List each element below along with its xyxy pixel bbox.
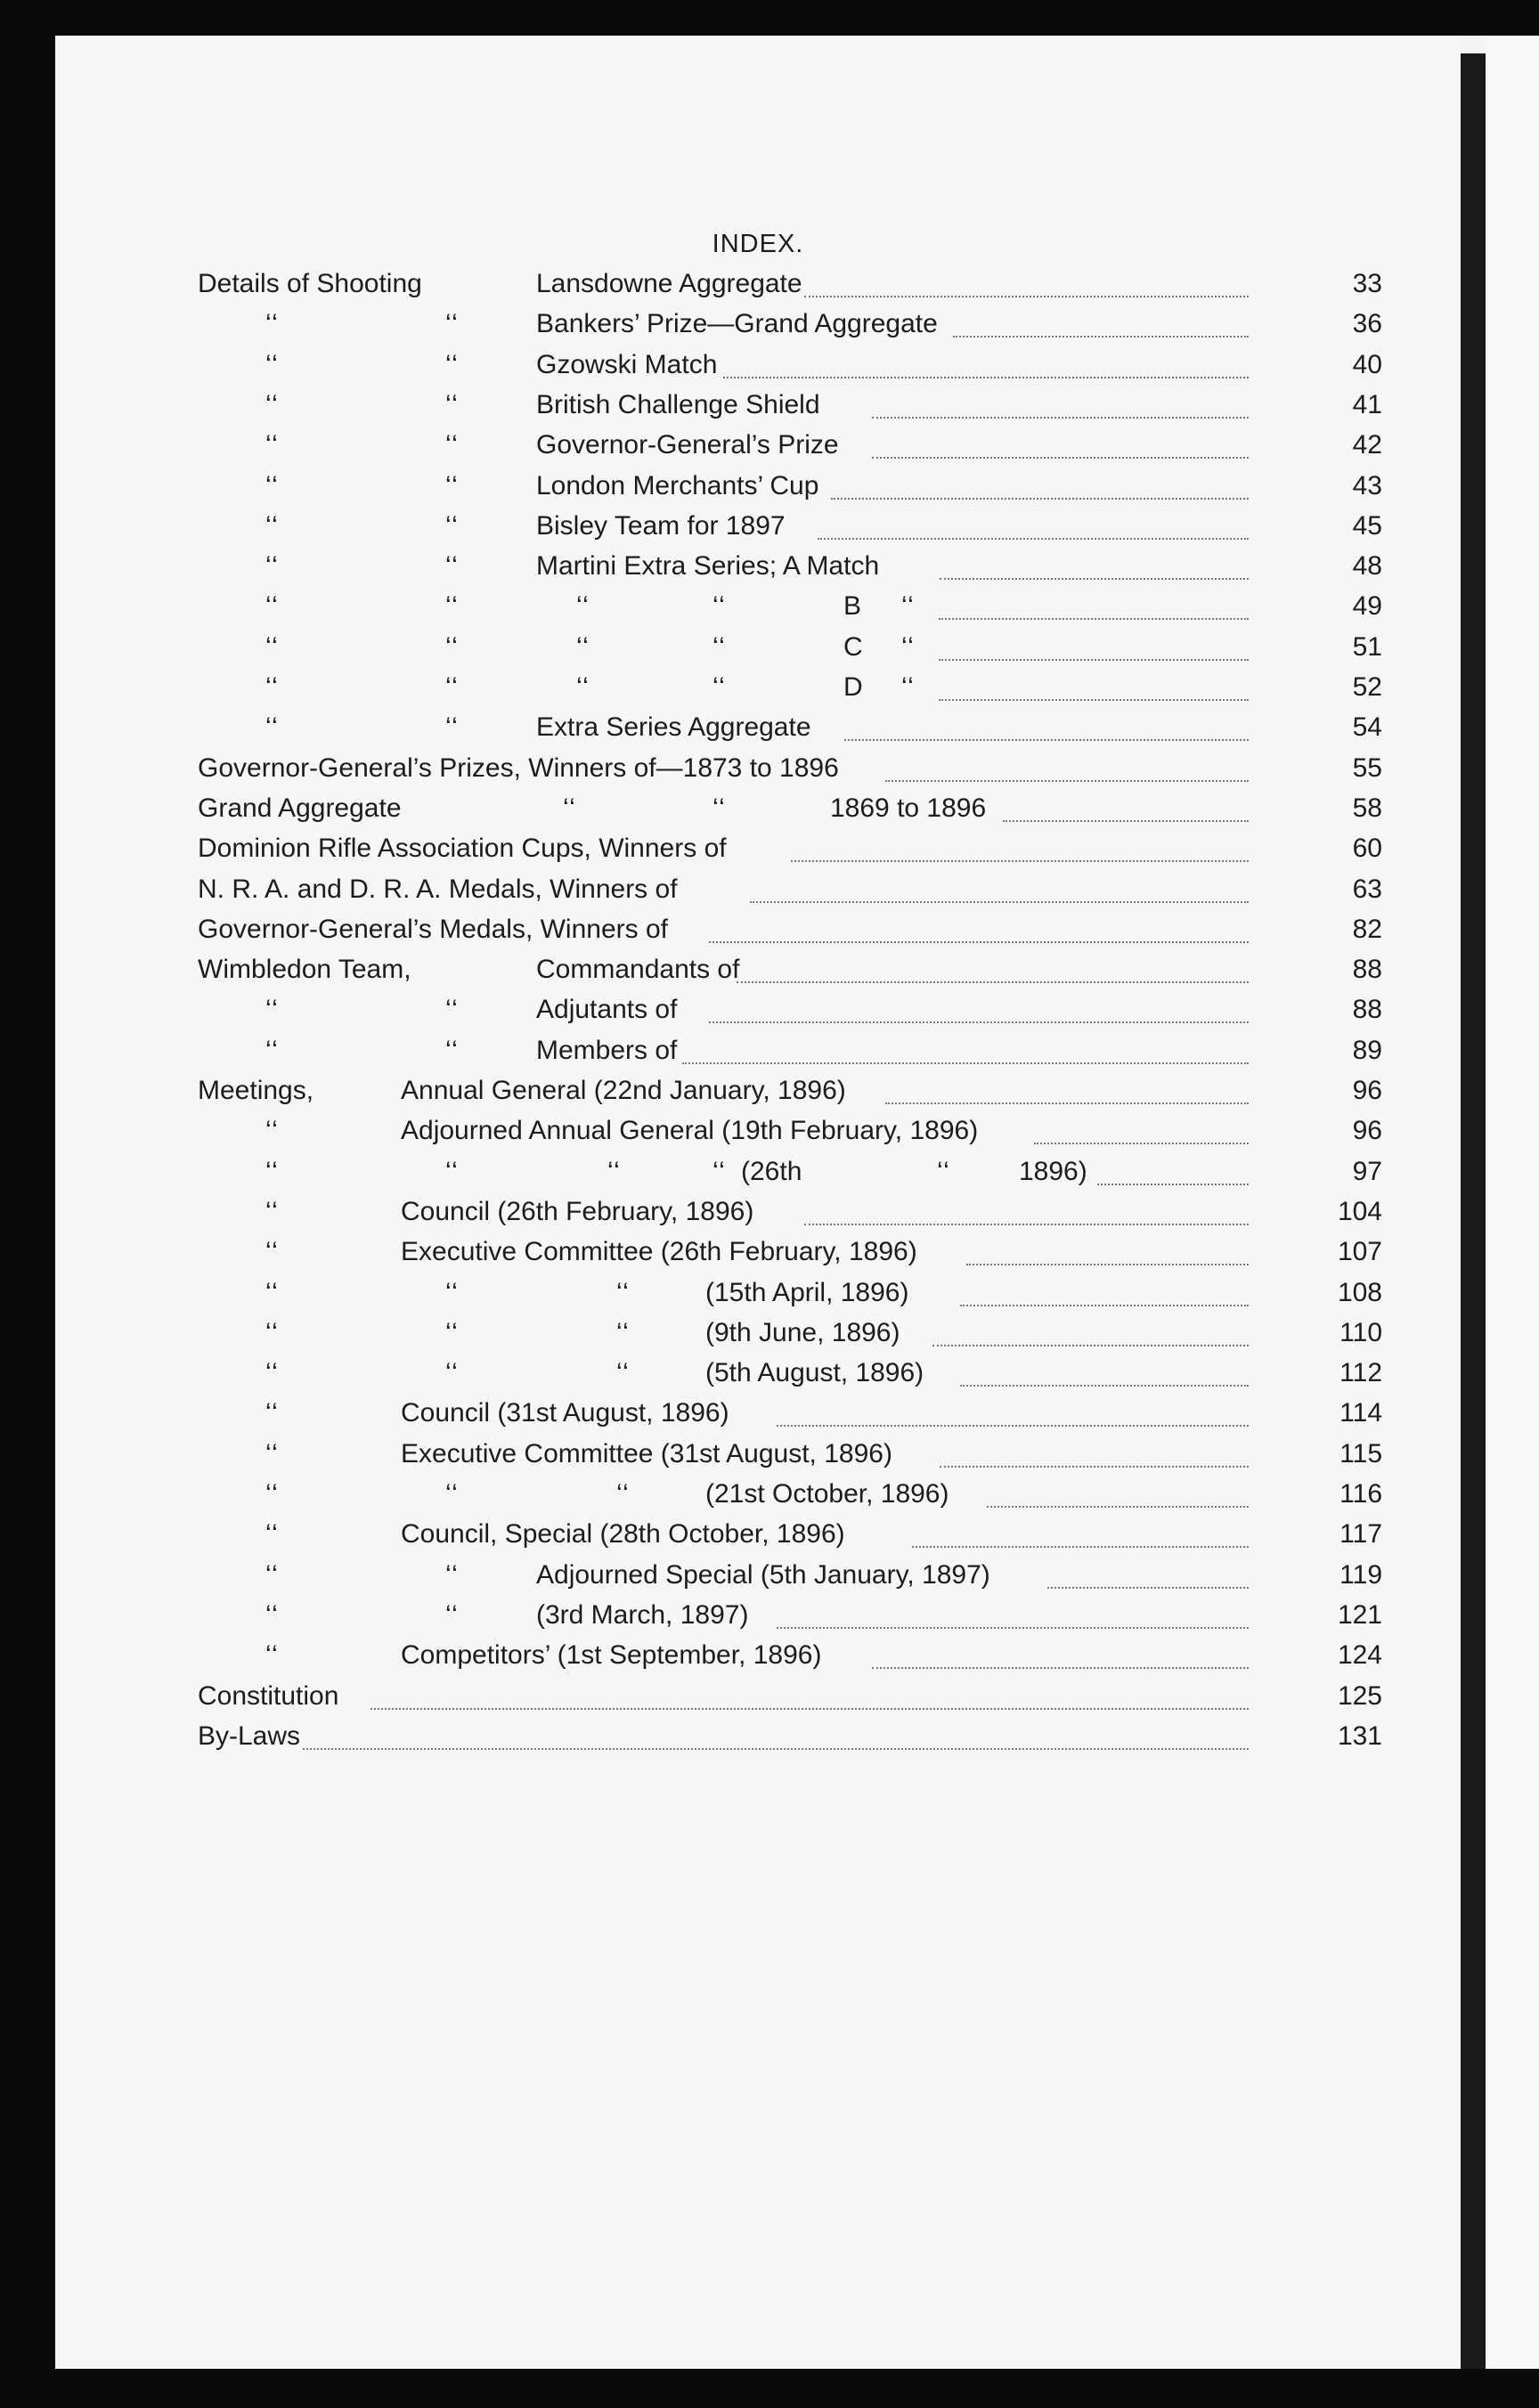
index-entry <box>198 753 1382 793</box>
entry-text: Bisley Team for 1897 <box>536 510 786 541</box>
series-letter: D <box>843 672 863 702</box>
scan-border-bottom <box>0 2369 1539 2408</box>
dot-leader <box>940 1466 1249 1468</box>
index-entry <box>198 1278 1382 1317</box>
index-entry <box>198 1036 1382 1075</box>
ditto-mark: ‘‘ <box>576 591 590 622</box>
entry-text: Annual General (22nd January, 1896) <box>401 1076 846 1105</box>
index-entry <box>198 1640 1382 1680</box>
dot-leader <box>872 1667 1249 1669</box>
ditto-mark: ‘‘ <box>265 712 279 743</box>
index-entry <box>198 551 1382 590</box>
page-number: 89 <box>1352 1035 1382 1065</box>
page-number: 97 <box>1352 1156 1382 1186</box>
entry-text: Governor-General’s Prize <box>536 430 839 460</box>
page-number: 54 <box>1352 712 1382 743</box>
ditto-mark: ‘‘ <box>445 430 459 460</box>
ditto-mark: ‘‘ <box>265 1519 279 1550</box>
page-number: 114 <box>1340 1398 1382 1428</box>
ditto-mark: ‘‘ <box>616 1358 630 1388</box>
ditto-mark: ‘‘ <box>445 1479 459 1509</box>
entry-text: Competitors’ (1st September, 1896) <box>401 1640 822 1671</box>
ditto-mark: ‘‘ <box>265 1035 279 1065</box>
ditto-mark: ‘‘ <box>445 309 459 339</box>
index-entry <box>198 1076 1382 1115</box>
ditto-mark: ‘‘ <box>265 349 279 379</box>
page-number: 112 <box>1340 1358 1382 1388</box>
index-page <box>55 36 1461 2369</box>
index-entry <box>198 995 1382 1034</box>
index-entry <box>198 269 1382 308</box>
page-number: 121 <box>1337 1599 1382 1630</box>
index-entry <box>198 672 1382 712</box>
scan-border-top <box>0 0 1539 36</box>
page-number: 115 <box>1340 1438 1382 1468</box>
ditto-mark: ‘‘ <box>265 1317 279 1347</box>
ditto-mark: ‘‘ <box>265 1156 279 1186</box>
dot-leader <box>709 941 1249 943</box>
dot-leader <box>953 336 1249 338</box>
index-entry <box>198 955 1382 994</box>
dot-leader <box>939 659 1249 661</box>
ditto-mark: ‘‘ <box>712 1156 726 1186</box>
dot-leader <box>939 699 1249 701</box>
index-entry <box>198 1237 1382 1276</box>
page-number: 108 <box>1337 1277 1382 1307</box>
ditto-mark: ‘‘ <box>616 1317 630 1347</box>
entry-text: Martini Extra Series; A Match <box>536 551 880 582</box>
ditto-mark: ‘‘ <box>445 1035 459 1065</box>
page-title: INDEX. <box>712 230 804 258</box>
ditto-mark: ‘‘ <box>445 1599 459 1630</box>
ditto-mark: ‘‘ <box>445 591 459 622</box>
page-number: 42 <box>1352 430 1382 460</box>
page-number: 119 <box>1340 1559 1382 1590</box>
scan-border-right <box>1461 53 1486 2369</box>
dot-leader <box>303 1748 1249 1750</box>
index-entry <box>198 1157 1382 1196</box>
entry-text: Council, Special (28th October, 1896) <box>401 1519 845 1550</box>
entry-text: Commandants of <box>536 955 740 985</box>
ditto-mark: ‘‘ <box>616 1277 630 1307</box>
ditto-mark: ‘‘ <box>712 793 726 823</box>
index-entry <box>198 1116 1382 1155</box>
entry-text: Details of Shooting <box>198 269 422 298</box>
entry-text: N. R. A. and D. R. A. Medals, Winners of <box>198 874 678 904</box>
index-entry <box>198 511 1382 550</box>
page-number: 110 <box>1340 1317 1382 1347</box>
dot-leader <box>804 1224 1249 1225</box>
ditto-mark: ‘‘ <box>445 631 459 662</box>
index-entry <box>198 834 1382 873</box>
entry-text: Grand Aggregate <box>198 793 402 823</box>
entry-text: Adjourned Special (5th January, 1897) <box>536 1559 990 1590</box>
index-entry <box>198 430 1382 469</box>
ditto-mark: ‘‘ <box>265 1398 279 1428</box>
dot-leader <box>939 618 1249 620</box>
ditto-mark: ‘‘ <box>445 349 459 379</box>
dot-leader <box>682 1062 1249 1064</box>
ditto-mark: ‘‘ <box>265 470 279 500</box>
facing-page-edge <box>1486 36 1539 2369</box>
index-entry <box>198 1398 1382 1437</box>
dot-leader <box>885 1102 1249 1104</box>
index-entry <box>198 875 1382 914</box>
entry-text: 1869 to 1896 <box>830 793 987 823</box>
ditto-mark: ‘‘ <box>712 631 726 662</box>
ditto-mark: ‘‘ <box>265 1599 279 1630</box>
index-entry <box>198 915 1382 954</box>
entry-text: Executive Committee (31st August, 1896) <box>401 1438 892 1468</box>
dot-leader <box>940 578 1249 580</box>
ditto-mark: ‘‘ <box>265 510 279 541</box>
dot-leader <box>1097 1184 1249 1185</box>
ditto-mark: ‘‘ <box>901 631 915 662</box>
entry-text: (15th April, 1896) <box>705 1277 909 1307</box>
ditto-mark: ‘‘ <box>445 510 459 541</box>
ditto-mark: ‘‘ <box>445 1277 459 1307</box>
index-entry <box>198 1318 1382 1357</box>
ditto-mark: ‘‘ <box>265 1479 279 1509</box>
ditto-mark: ‘‘ <box>937 1156 950 1186</box>
page-number: 125 <box>1337 1680 1382 1711</box>
ditto-mark: ‘‘ <box>712 591 726 622</box>
ditto-mark: ‘‘ <box>265 1277 279 1307</box>
dot-leader <box>750 901 1249 903</box>
page-number: 82 <box>1352 914 1382 944</box>
dot-leader <box>370 1708 1249 1710</box>
ditto-mark: ‘‘ <box>616 1479 630 1509</box>
entry-text: Wimbledon Team, <box>198 955 411 985</box>
entry-text: By-Laws <box>198 1721 301 1751</box>
entry-text: Council (31st August, 1896) <box>401 1398 729 1428</box>
page-number: 40 <box>1352 349 1382 379</box>
dot-leader <box>818 538 1249 540</box>
entry-text: Executive Committee (26th February, 1896) <box>401 1237 917 1267</box>
ditto-mark: ‘‘ <box>265 591 279 622</box>
entry-text: Members of <box>536 1035 678 1065</box>
index-entry <box>198 350 1382 389</box>
index-entry <box>198 712 1382 752</box>
ditto-mark: ‘‘ <box>445 1156 459 1186</box>
index-entry <box>198 390 1382 429</box>
ditto-mark: ‘‘ <box>901 591 915 622</box>
page-number: 131 <box>1337 1721 1382 1751</box>
entry-text: Dominion Rifle Association Cups, Winners of <box>198 834 727 864</box>
dot-leader <box>791 860 1249 862</box>
scan-border-left <box>0 0 55 2408</box>
page-number: 51 <box>1352 631 1382 662</box>
entry-text: Bankers’ Prize—Grand Aggregate <box>536 309 938 339</box>
page-number: 60 <box>1352 834 1382 864</box>
page-number: 48 <box>1352 551 1382 582</box>
ditto-mark: ‘‘ <box>265 389 279 419</box>
page-number: 58 <box>1352 793 1382 823</box>
index-entry <box>198 1197 1382 1236</box>
dot-leader <box>709 1021 1249 1023</box>
ditto-mark: ‘‘ <box>901 672 915 702</box>
ditto-mark: ‘‘ <box>265 551 279 582</box>
index-entry <box>198 632 1382 671</box>
page-number: 104 <box>1337 1196 1382 1226</box>
index-entry <box>198 1358 1382 1397</box>
index-entry <box>198 1560 1382 1599</box>
ditto-mark: ‘‘ <box>576 672 590 702</box>
page-number: 55 <box>1352 752 1382 783</box>
page-number: 33 <box>1352 269 1382 298</box>
ditto-mark: ‘‘ <box>265 1237 279 1267</box>
entry-text: Adjourned Annual General (19th February, 1896) <box>401 1116 979 1146</box>
page-number: 96 <box>1352 1076 1382 1105</box>
dot-leader <box>777 1627 1249 1629</box>
ditto-mark: ‘‘ <box>445 551 459 582</box>
index-entry <box>198 309 1382 348</box>
page-number: 88 <box>1352 995 1382 1025</box>
entry-text: Constitution <box>198 1680 339 1711</box>
dot-leader <box>1003 820 1249 822</box>
dot-leader <box>960 1305 1249 1306</box>
page-number: 36 <box>1352 309 1382 339</box>
index-entry <box>198 1479 1382 1518</box>
page-number: 41 <box>1352 389 1382 419</box>
ditto-mark: ‘‘ <box>265 430 279 460</box>
page-number: 43 <box>1352 470 1382 500</box>
series-letter: B <box>843 591 862 622</box>
entry-text: Lansdowne Aggregate <box>536 269 802 298</box>
ditto-mark: ‘‘ <box>445 389 459 419</box>
ditto-mark: ‘‘ <box>445 1559 459 1590</box>
dot-leader <box>804 296 1249 297</box>
ditto-mark: ‘‘ <box>712 672 726 702</box>
ditto-mark: ‘‘ <box>445 1358 459 1388</box>
dot-leader <box>885 780 1249 782</box>
entry-text: (9th June, 1896) <box>705 1317 900 1347</box>
ditto-mark: ‘‘ <box>445 1317 459 1347</box>
ditto-mark: ‘‘ <box>265 1640 279 1671</box>
page-number: 49 <box>1352 591 1382 622</box>
dot-leader <box>966 1264 1249 1265</box>
ditto-mark: ‘‘ <box>445 470 459 500</box>
ditto-mark: ‘‘ <box>265 995 279 1025</box>
ditto-mark: ‘‘ <box>445 995 459 1025</box>
entry-text: British Challenge Shield <box>536 389 820 419</box>
ditto-mark: ‘‘ <box>265 1196 279 1226</box>
dot-leader <box>1034 1143 1249 1144</box>
ditto-mark: ‘‘ <box>563 793 576 823</box>
ditto-mark: ‘‘ <box>445 672 459 702</box>
dot-leader <box>872 457 1249 459</box>
index-entry <box>198 1681 1382 1721</box>
ditto-mark: ‘‘ <box>265 1116 279 1146</box>
ditto-mark: ‘‘ <box>265 631 279 662</box>
index-entry <box>198 591 1382 630</box>
ditto-mark: ‘‘ <box>265 1438 279 1468</box>
dot-leader <box>1047 1587 1249 1589</box>
entry-text: Council (26th February, 1896) <box>401 1196 754 1226</box>
series-letter: C <box>843 631 863 662</box>
page-number: 116 <box>1340 1479 1382 1509</box>
entry-text: Governor-General’s Prizes, Winners of—1873 to 1896 <box>198 752 839 783</box>
entry-text: 1896) <box>1019 1156 1087 1186</box>
dot-leader <box>912 1546 1249 1548</box>
ditto-mark: ‘‘ <box>265 1358 279 1388</box>
index-entry <box>198 1439 1382 1478</box>
entry-text: London Merchants’ Cup <box>536 470 819 500</box>
index-entry <box>198 793 1382 833</box>
index-entry <box>198 1721 1382 1761</box>
ditto-mark: ‘‘ <box>265 1559 279 1590</box>
page-number: 117 <box>1340 1519 1382 1550</box>
dot-leader <box>777 1425 1249 1427</box>
dot-leader <box>872 417 1249 419</box>
ditto-mark: ‘‘ <box>576 631 590 662</box>
page-number: 88 <box>1352 955 1382 985</box>
dot-leader <box>831 498 1249 500</box>
index-entry <box>198 1600 1382 1639</box>
dot-leader <box>932 1345 1249 1346</box>
dot-leader <box>960 1385 1249 1387</box>
entry-text: Gzowski Match <box>536 349 718 379</box>
index-entry <box>198 471 1382 510</box>
ditto-mark: ‘‘ <box>445 712 459 743</box>
entry-text: Extra Series Aggregate <box>536 712 811 743</box>
dot-leader <box>723 377 1249 378</box>
dot-leader <box>987 1506 1249 1508</box>
page-number: 63 <box>1352 874 1382 904</box>
page-number: 45 <box>1352 510 1382 541</box>
entry-text: Governor-General’s Medals, Winners of <box>198 914 668 944</box>
ditto-mark: ‘‘ <box>265 672 279 702</box>
entry-text: Meetings, <box>198 1076 314 1105</box>
page-number: 52 <box>1352 672 1382 702</box>
entry-text: (21st October, 1896) <box>705 1479 949 1509</box>
ditto-mark: ‘‘ <box>265 309 279 339</box>
index-entry <box>198 1519 1382 1558</box>
page-number: 96 <box>1352 1116 1382 1146</box>
entry-text: (5th August, 1896) <box>705 1358 924 1388</box>
ditto-mark: ‘‘ <box>607 1156 621 1186</box>
dot-leader <box>844 739 1249 741</box>
page-number: 107 <box>1337 1237 1382 1267</box>
entry-text: (3rd March, 1897) <box>536 1599 749 1630</box>
entry-text: (26th <box>741 1156 802 1186</box>
entry-text: Adjutants of <box>536 995 678 1025</box>
page-number: 124 <box>1337 1640 1382 1671</box>
dot-leader <box>737 981 1249 983</box>
